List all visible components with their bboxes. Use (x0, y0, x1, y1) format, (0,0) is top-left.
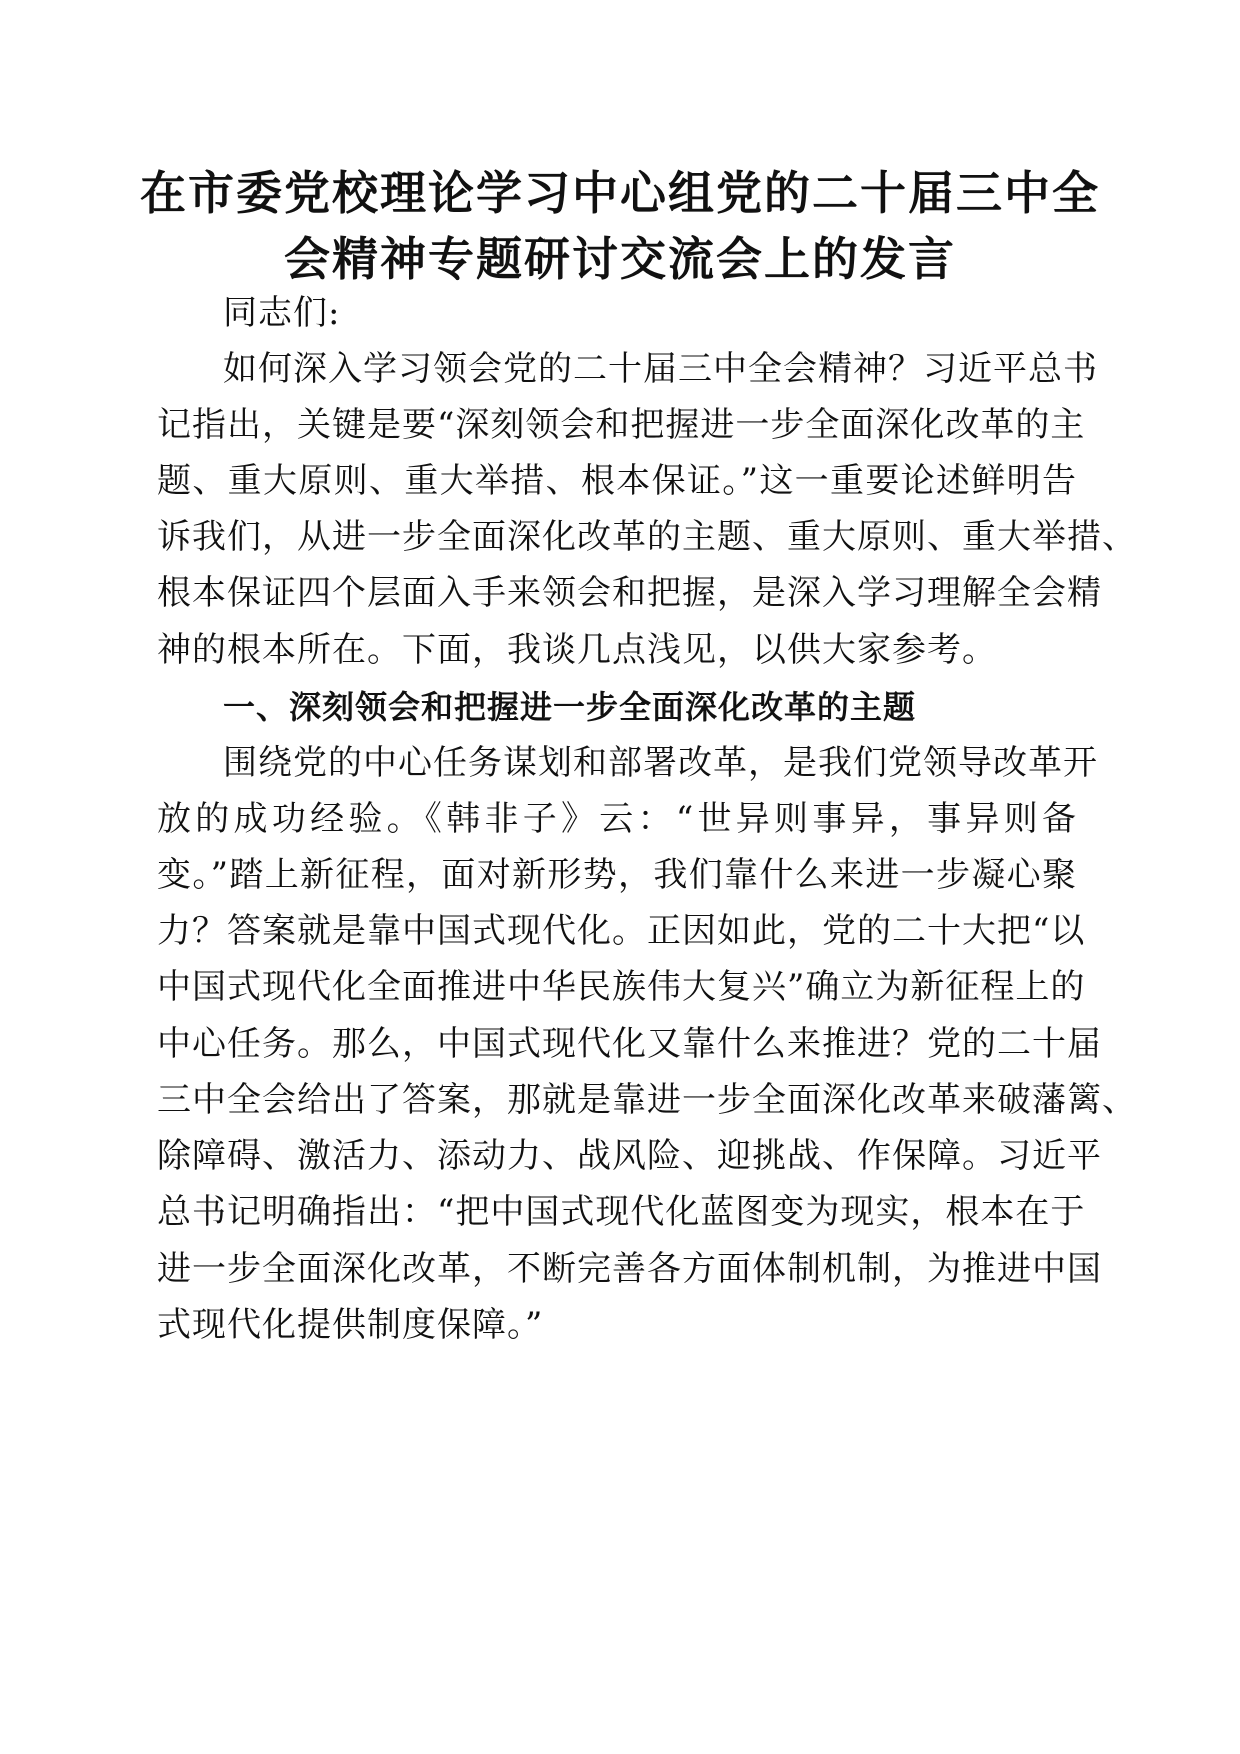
title-line-2: 会精神专题研讨交流会上的发言 (284, 232, 956, 286)
paragraph-1-line-4: 诉我们，从进一步全面深化改革的主题、重大原则、重大举措、 (157, 517, 1137, 557)
paragraph-2-line-10: 进一步全面深化改革，不断完善各方面体制机制，为推进中国 (157, 1249, 1102, 1289)
paragraph-1-line-3: 题、重大原则、重大举措、根本保证。”这一重要论述鲜明告 (157, 461, 1077, 501)
paragraph-2-line-4: 力？答案就是靠中国式现代化。正因如此，党的二十大把“以 (157, 911, 1086, 951)
paragraph-2-line-3: 变。”踏上新征程，面对新形势，我们靠什么来进一步凝心聚 (157, 855, 1077, 895)
paragraph-2-line-5: 中国式现代化全面推进中华民族伟大复兴”确立为新征程上的 (157, 967, 1086, 1007)
paragraph-2-line-9: 总书记明确指出：“把中国式现代化蓝图变为现实，根本在于 (157, 1192, 1086, 1232)
paragraph-2-line-11: 式现代化提供制度保障。” (157, 1305, 544, 1345)
paragraph-2-line-8: 除障碍、激活力、添动力、战风险、迎挑战、作保障。习近平 (157, 1136, 1102, 1176)
paragraph-2-line-6: 中心任务。那么，中国式现代化又靠什么来推进？党的二十届 (157, 1024, 1102, 1064)
document-title (140, 160, 1100, 292)
paragraph-2-line-2: 放的成功经验。《韩非子》云：“世异则事异，事异则备 (157, 799, 1077, 839)
paragraph-1-line-6: 神的根本所在。下面，我谈几点浅见，以供大家参考。 (157, 630, 997, 670)
salutation: 同志们: (223, 293, 341, 333)
paragraph-1-line-2: 记指出，关键是要“深刻领会和把握进一步全面深化改革的主 (157, 405, 1086, 445)
paragraph-2-line-7: 三中全会给出了答案，那就是靠进一步全面深化改革来破藩篱、 (157, 1080, 1137, 1120)
title-line-1: 在市委党校理论学习中心组党的二十届三中全 (140, 166, 1100, 220)
paragraph-1-line-1: 如何深入学习领会党的二十届三中全会精神？习近平总书 (223, 349, 1098, 389)
section-1-heading: 一、深刻领会和把握进一步全面深化改革的主题 (223, 688, 917, 726)
paragraph-1-line-5: 根本保证四个层面入手来领会和把握，是深入学习理解全会精 (157, 573, 1102, 613)
paragraph-2-line-1: 围绕党的中心任务谋划和部署改革，是我们党领导改革开 (223, 743, 1098, 783)
